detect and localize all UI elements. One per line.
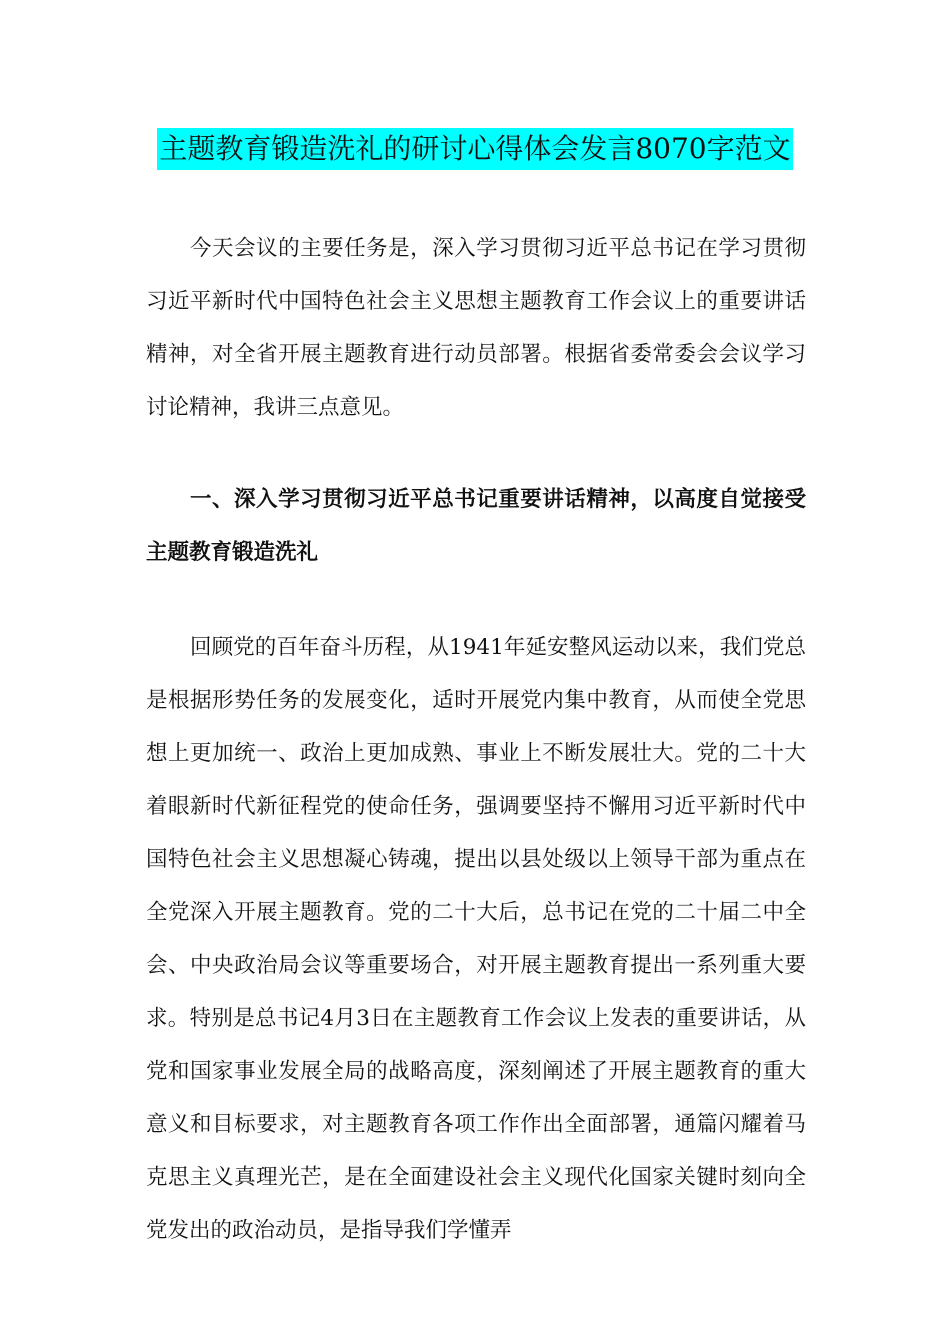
title-container [0,128,950,170]
document-title: 主题教育锻造洗礼的研讨心得体会发言8070字范文 [157,128,792,170]
section-heading-1: 一、深入学习贯彻习近平总书记重要讲话精神，以高度自觉接受主题教育锻造洗礼 [146,487,806,565]
body-paragraph: 回顾党的百年奋斗历程，从1941年延安整风运动以来，我们党总是根据形势任务的发展变化，适时开展党内集中教育，从而使全党思想上更加统一、政治上更加成熟、事业上不断发展壮大。党的二十大着眼新时代新征程党的使命任务，强调要坚持不懈用习近平新时代中国特色社会主义思想凝心铸魂，提出以县处级以上领导干部为重点在全党深入开展主题教育。党的二十大后，总书记在党的二十届二中全会、中央政治局会议等重要场合，对开展主题教育提出一系列重大要求。特别是总书记4月3日在主题教育工作会议上发表的重要讲话，从党和国家事业发展全局的战略高度，深刻阐述了开展主题教育的重大意义和目标要求，对主题教育各项工作作出全面部署，通篇闪耀着马克思主义真理光芒，是在全面建设社会主义现代化国家关键时刻向全党发出的政治动员，是指导我们学懂弄 [146,635,806,1243]
intro-paragraph: 今天会议的主要任务是，深入学习贯彻习近平总书记在学习贯彻习近平新时代中国特色社会主义思想主题教育工作会议上的重要讲话精神，对全省开展主题教育进行动员部署。根据省委常委会会议学习讨论精神，我讲三点意见。 [146,236,806,420]
